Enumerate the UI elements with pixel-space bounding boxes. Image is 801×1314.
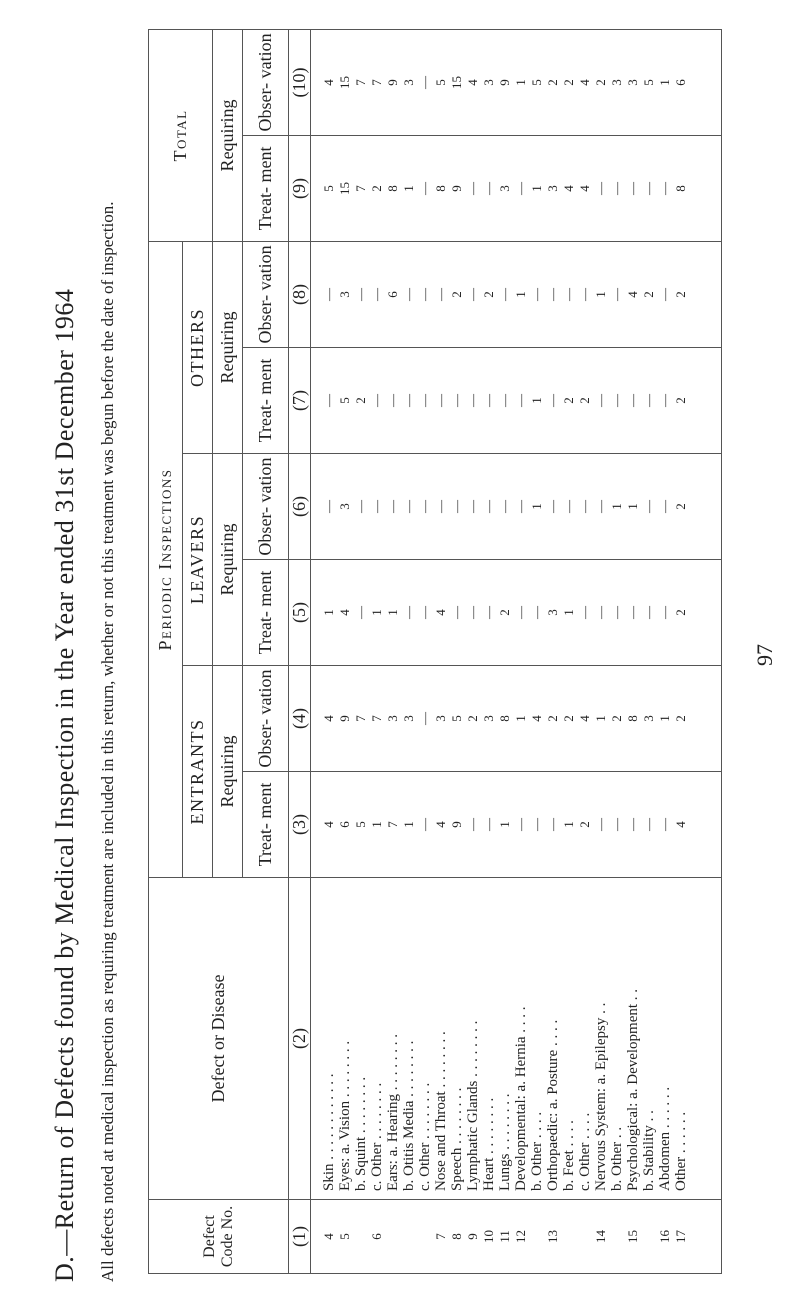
- value-cell: —: [513, 500, 528, 513]
- value-cell: —: [609, 287, 624, 301]
- value-cell: —: [465, 394, 480, 407]
- value-cell: 7: [353, 715, 368, 722]
- value-cell: —: [609, 181, 624, 195]
- value-cell: —: [609, 394, 624, 407]
- value-cell: 1: [657, 79, 672, 86]
- value-cell: —: [513, 181, 528, 195]
- value-cell: —: [657, 287, 672, 301]
- value-cell: 5: [433, 79, 448, 86]
- value-cell: 4: [673, 821, 688, 828]
- value-cell: —: [577, 500, 592, 513]
- value-cell: 1: [401, 821, 416, 828]
- value-cell: —: [401, 500, 416, 513]
- value-cell: 4: [433, 609, 448, 616]
- value-cell: —: [417, 712, 432, 725]
- value-cell: —: [417, 606, 432, 619]
- header-observation-others: Obser- vation: [243, 241, 289, 347]
- value-cell: —: [433, 287, 448, 301]
- value-cell: —: [449, 394, 464, 407]
- column-total-treatment: [311, 135, 722, 241]
- header-code: Defect Code No.: [149, 1200, 289, 1274]
- value-cell: 3: [337, 291, 352, 298]
- value-cell: 3: [609, 79, 624, 86]
- value-cell: 2: [561, 79, 576, 86]
- value-cell: 1: [561, 609, 576, 616]
- value-cell: —: [353, 287, 368, 301]
- value-cell: 4: [577, 185, 592, 192]
- value-cell: 1: [529, 185, 544, 192]
- value-cell: —: [577, 287, 592, 301]
- value-cell: —: [561, 500, 576, 513]
- header-entrants: ENTRANTS: [183, 666, 213, 878]
- code-cell: 12: [513, 1230, 528, 1243]
- page-title: D.—Return of Defects found by Medical Inspection in the Year ended 31st December 1964: [50, 288, 79, 1282]
- code-cell: 10: [481, 1230, 496, 1243]
- value-cell: —: [657, 394, 672, 407]
- code-cell: 15: [625, 1230, 640, 1243]
- defect-label: Speech . . . . . . . .: [449, 1087, 465, 1191]
- value-cell: —: [369, 500, 384, 513]
- column-entrants-treatment: [311, 772, 722, 878]
- value-cell: 9: [449, 185, 464, 192]
- value-cell: —: [609, 818, 624, 831]
- value-cell: 2: [609, 715, 624, 722]
- header-total: Total: [149, 29, 213, 241]
- value-cell: —: [497, 394, 512, 407]
- defect-label: Eyes: a. Vision . . . . . . . .: [337, 1040, 353, 1191]
- value-cell: 1: [657, 715, 672, 722]
- defect-label: b. Other . .: [609, 1126, 625, 1191]
- value-cell: —: [401, 287, 416, 301]
- value-cell: 4: [337, 609, 352, 616]
- code-cell: 4: [321, 1233, 336, 1240]
- value-cell: 3: [481, 715, 496, 722]
- value-cell: 1: [593, 715, 608, 722]
- value-cell: 4: [577, 79, 592, 86]
- value-cell: 4: [433, 821, 448, 828]
- value-cell: 4: [529, 715, 544, 722]
- defect-label: b. Feet . . . .: [561, 1120, 577, 1191]
- value-cell: —: [593, 818, 608, 831]
- value-cell: —: [369, 394, 384, 407]
- value-cell: 2: [497, 609, 512, 616]
- value-cell: 2: [673, 503, 688, 510]
- value-cell: —: [321, 394, 336, 407]
- value-cell: —: [417, 818, 432, 831]
- col-num-3: (3): [289, 772, 311, 878]
- defect-label: Developmental: a. Hernia . . . .: [513, 1006, 529, 1191]
- value-cell: —: [577, 606, 592, 619]
- value-cell: 1: [369, 821, 384, 828]
- header-requiring-leavers: Requiring: [213, 454, 243, 666]
- value-cell: 3: [641, 715, 656, 722]
- column-defect: [311, 878, 722, 1200]
- value-cell: —: [481, 500, 496, 513]
- value-cell: 5: [353, 821, 368, 828]
- value-cell: 1: [385, 609, 400, 616]
- value-cell: —: [433, 394, 448, 407]
- value-cell: 1: [369, 609, 384, 616]
- column-others-treatment: [311, 348, 722, 454]
- value-cell: 3: [401, 79, 416, 86]
- value-cell: 2: [673, 609, 688, 616]
- value-cell: 9: [449, 821, 464, 828]
- value-cell: 4: [625, 291, 640, 298]
- value-cell: —: [417, 394, 432, 407]
- value-cell: —: [513, 606, 528, 619]
- column-entrants-observation: [311, 666, 722, 772]
- code-cell: [577, 1200, 593, 1273]
- code-cell: [529, 1200, 545, 1273]
- value-cell: —: [465, 287, 480, 301]
- code-cell: 5: [337, 1233, 352, 1240]
- value-cell: 9: [337, 715, 352, 722]
- value-cell: —: [465, 818, 480, 831]
- value-cell: 3: [545, 609, 560, 616]
- defect-label: c. Other . . . .: [577, 1112, 593, 1191]
- value-cell: 1: [593, 291, 608, 298]
- value-cell: 2: [561, 715, 576, 722]
- value-cell: 6: [337, 821, 352, 828]
- defect-label: c. Other . . . . . . . .: [369, 1082, 385, 1191]
- value-cell: 3: [433, 715, 448, 722]
- value-cell: —: [417, 287, 432, 301]
- value-cell: —: [641, 606, 656, 619]
- value-cell: 7: [369, 715, 384, 722]
- value-cell: 2: [545, 715, 560, 722]
- value-cell: 2: [561, 397, 576, 404]
- value-cell: —: [401, 606, 416, 619]
- value-cell: —: [449, 500, 464, 513]
- value-cell: —: [353, 606, 368, 619]
- value-cell: 5: [641, 79, 656, 86]
- value-cell: —: [417, 181, 432, 195]
- code-cell: [385, 1200, 401, 1273]
- value-cell: —: [593, 606, 608, 619]
- value-cell: 8: [673, 185, 688, 192]
- value-cell: 8: [625, 715, 640, 722]
- value-cell: 15: [337, 181, 352, 195]
- value-cell: 7: [385, 821, 400, 828]
- value-cell: 1: [401, 185, 416, 192]
- code-cell: 17: [673, 1230, 688, 1243]
- value-cell: —: [641, 818, 656, 831]
- value-cell: 2: [593, 79, 608, 86]
- defect-label: Psychological: a. Development . .: [625, 988, 641, 1191]
- header-requiring-total: Requiring: [213, 29, 243, 241]
- value-cell: 3: [337, 503, 352, 510]
- value-cell: 7: [369, 79, 384, 86]
- value-cell: —: [641, 181, 656, 195]
- column-code: [311, 1200, 722, 1274]
- value-cell: —: [497, 287, 512, 301]
- value-cell: 4: [321, 79, 336, 86]
- value-cell: 5: [321, 185, 336, 192]
- col-num-1: (1): [289, 1200, 311, 1274]
- value-cell: —: [641, 500, 656, 513]
- value-cell: —: [625, 818, 640, 831]
- column-total-observation: [311, 29, 722, 135]
- code-cell: 6: [369, 1233, 384, 1240]
- value-cell: 6: [673, 79, 688, 86]
- value-cell: —: [593, 394, 608, 407]
- value-cell: 15: [449, 75, 464, 89]
- value-cell: —: [529, 287, 544, 301]
- defect-label: b. Squint . . . . . . . .: [353, 1076, 369, 1191]
- value-cell: —: [545, 394, 560, 407]
- value-cell: 3: [481, 79, 496, 86]
- col-num-6: (6): [289, 454, 311, 560]
- defect-label: Nose and Throat . . . . . . . .: [433, 1031, 449, 1191]
- col-num-7: (7): [289, 348, 311, 454]
- value-cell: —: [625, 181, 640, 195]
- value-cell: 2: [673, 397, 688, 404]
- column-leavers-observation: [311, 454, 722, 560]
- value-cell: —: [465, 500, 480, 513]
- value-cell: —: [481, 394, 496, 407]
- value-cell: 3: [497, 185, 512, 192]
- value-cell: —: [417, 75, 432, 89]
- value-cell: 8: [497, 715, 512, 722]
- defect-label: Orthopaedic: a. Posture . . . .: [545, 1019, 561, 1191]
- header-others: OTHERS: [183, 241, 213, 453]
- value-cell: 4: [465, 79, 480, 86]
- value-cell: 2: [449, 291, 464, 298]
- value-cell: 8: [385, 185, 400, 192]
- code-cell: 16: [657, 1230, 672, 1243]
- value-cell: —: [321, 287, 336, 301]
- value-cell: —: [449, 606, 464, 619]
- code-cell: 9: [465, 1233, 480, 1240]
- code-cell: [417, 1200, 433, 1273]
- value-cell: —: [513, 818, 528, 831]
- value-cell: 2: [369, 185, 384, 192]
- defect-label: Heart . . . . . . . .: [481, 1097, 497, 1191]
- header-requiring-entrants: Requiring: [213, 666, 243, 878]
- value-cell: 2: [481, 291, 496, 298]
- col-num-4: (4): [289, 666, 311, 772]
- defect-label: b. Stability . .: [641, 1110, 657, 1191]
- header-defect: Defect or Disease: [149, 878, 289, 1200]
- value-cell: —: [529, 818, 544, 831]
- column-leavers-treatment: [311, 560, 722, 666]
- code-cell: [353, 1200, 369, 1273]
- code-cell: [609, 1200, 625, 1273]
- value-cell: —: [545, 500, 560, 513]
- defect-label: Lymphatic Glands . . . . . . . .: [465, 1020, 481, 1191]
- value-cell: 1: [321, 609, 336, 616]
- defect-label: Other . . . . . .: [673, 1111, 689, 1191]
- page-subtitle: All defects noted at medical inspection as requiring treatment are included in this return, whether or not this treatment was begun before the date of inspection.: [98, 201, 117, 1282]
- value-cell: 1: [625, 503, 640, 510]
- col-num-8: (8): [289, 241, 311, 347]
- defect-label: Lungs . . . . . . . .: [497, 1093, 513, 1191]
- header-observation-leavers: Obser- vation: [243, 454, 289, 560]
- defect-label: b. Otitis Media . . . . . . . .: [401, 1040, 417, 1191]
- value-cell: —: [513, 394, 528, 407]
- value-cell: —: [593, 500, 608, 513]
- value-cell: —: [465, 606, 480, 619]
- code-cell: [641, 1200, 657, 1273]
- value-cell: 2: [577, 397, 592, 404]
- value-cell: —: [401, 394, 416, 407]
- header-treatment-total: Treat- ment: [243, 135, 289, 241]
- value-cell: 1: [609, 503, 624, 510]
- value-cell: —: [321, 500, 336, 513]
- value-cell: —: [353, 500, 368, 513]
- code-cell: 13: [545, 1230, 560, 1243]
- value-cell: 3: [385, 715, 400, 722]
- value-cell: 2: [465, 715, 480, 722]
- defect-label: Skin . . . . . . . . . . . .: [321, 1073, 337, 1191]
- header-requiring-others: Requiring: [213, 241, 243, 453]
- value-cell: —: [465, 181, 480, 195]
- value-cell: 2: [641, 291, 656, 298]
- defect-label: b. Other . . . .: [529, 1111, 545, 1191]
- value-cell: 1: [513, 715, 528, 722]
- value-cell: 3: [625, 79, 640, 86]
- code-cell: [561, 1200, 577, 1273]
- value-cell: 9: [385, 79, 400, 86]
- value-cell: 4: [321, 821, 336, 828]
- value-cell: —: [529, 606, 544, 619]
- code-cell: 11: [497, 1230, 512, 1243]
- value-cell: —: [609, 606, 624, 619]
- value-cell: —: [657, 818, 672, 831]
- defect-label: Ears: a. Hearing . . . . . . . .: [385, 1033, 401, 1191]
- value-cell: 2: [577, 821, 592, 828]
- value-cell: 7: [353, 79, 368, 86]
- code-cell: 8: [449, 1233, 464, 1240]
- value-cell: —: [497, 500, 512, 513]
- value-cell: 1: [561, 821, 576, 828]
- page-number: 97: [752, 644, 777, 666]
- value-cell: 8: [433, 185, 448, 192]
- value-cell: 1: [529, 397, 544, 404]
- col-num-9: (9): [289, 135, 311, 241]
- value-cell: —: [593, 181, 608, 195]
- header-leavers: LEAVERS: [183, 454, 213, 666]
- code-cell: 14: [593, 1230, 608, 1243]
- value-cell: —: [385, 500, 400, 513]
- column-others-observation: [311, 241, 722, 347]
- value-cell: 1: [513, 79, 528, 86]
- value-cell: 5: [337, 397, 352, 404]
- value-cell: 15: [337, 75, 352, 89]
- value-cell: —: [657, 606, 672, 619]
- header-treatment-leavers: Treat- ment: [243, 560, 289, 666]
- value-cell: 4: [577, 715, 592, 722]
- value-cell: 2: [353, 397, 368, 404]
- defect-label: Nervous System: a. Epilepsy . .: [593, 1002, 609, 1191]
- value-cell: 1: [513, 291, 528, 298]
- value-cell: 6: [385, 291, 400, 298]
- value-cell: 2: [673, 291, 688, 298]
- value-cell: —: [433, 500, 448, 513]
- value-cell: —: [561, 287, 576, 301]
- col-num-10: (10): [289, 29, 311, 135]
- value-cell: 4: [321, 715, 336, 722]
- value-cell: —: [481, 818, 496, 831]
- header-observation-total: Obser- vation: [243, 29, 289, 135]
- defect-label: c. Other . . . . . . . .: [417, 1082, 433, 1191]
- value-cell: —: [641, 394, 656, 407]
- defect-label: Abdomen . . . . . .: [657, 1086, 673, 1191]
- header-treatment-others: Treat- ment: [243, 348, 289, 454]
- value-cell: —: [369, 287, 384, 301]
- defects-table: [148, 29, 722, 1274]
- value-cell: 2: [673, 715, 688, 722]
- value-cell: —: [481, 181, 496, 195]
- value-cell: —: [657, 500, 672, 513]
- value-cell: —: [481, 606, 496, 619]
- value-cell: —: [545, 818, 560, 831]
- value-cell: 3: [545, 185, 560, 192]
- value-cell: 7: [353, 185, 368, 192]
- value-cell: —: [625, 606, 640, 619]
- col-num-5: (5): [289, 560, 311, 666]
- value-cell: 1: [497, 821, 512, 828]
- header-periodic: Periodic Inspections: [149, 241, 183, 877]
- value-cell: —: [625, 394, 640, 407]
- code-cell: [401, 1200, 417, 1273]
- value-cell: 2: [545, 79, 560, 86]
- value-cell: 5: [529, 79, 544, 86]
- header-treatment-entrants: Treat- ment: [243, 772, 289, 878]
- value-cell: 3: [401, 715, 416, 722]
- value-cell: 5: [449, 715, 464, 722]
- code-cell: 7: [433, 1233, 448, 1240]
- value-cell: —: [657, 181, 672, 195]
- value-cell: —: [417, 500, 432, 513]
- col-num-2: (2): [289, 878, 311, 1200]
- value-cell: —: [385, 394, 400, 407]
- header-observation-entrants: Obser- vation: [243, 666, 289, 772]
- value-cell: 1: [529, 503, 544, 510]
- value-cell: —: [545, 287, 560, 301]
- value-cell: 9: [497, 79, 512, 86]
- value-cell: 4: [561, 185, 576, 192]
